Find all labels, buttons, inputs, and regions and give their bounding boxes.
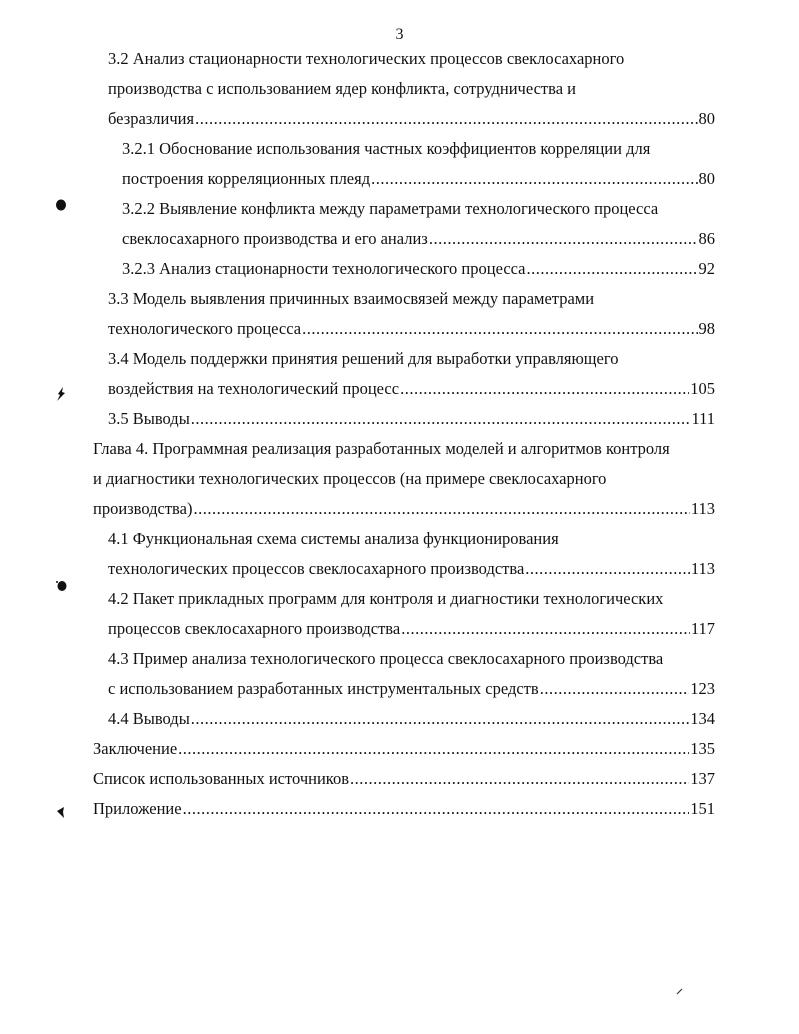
toc-entry-text-line: 3.2.2 Выявление конфликта между параметрами технологического процесса	[122, 199, 659, 218]
toc-entry-title: технологических процессов свеклосахарного производства	[108, 559, 525, 578]
toc-page-number: 113	[690, 499, 715, 518]
toc-page-number: 111	[691, 409, 715, 428]
dot-leader	[195, 104, 697, 134]
page-number: 3	[395, 26, 404, 43]
toc-entry-text-line: Глава 4. Программная реализация разработанных моделей и алгоритмов контроля	[93, 439, 670, 458]
toc-entry-appendix	[93, 794, 715, 824]
toc-page-number: 86	[698, 229, 715, 248]
toc-entry-chapter-4	[93, 434, 715, 524]
toc-page-number: 98	[698, 319, 715, 338]
toc-page-number: 113	[690, 559, 715, 578]
dot-leader	[191, 404, 691, 434]
toc-entry-text-line: 3.4 Модель поддержки принятия решений для выработки управляющего	[108, 349, 619, 368]
dot-leader	[527, 254, 698, 284]
toc-entry-title: Приложение	[93, 799, 182, 818]
toc-page-number: 105	[690, 379, 715, 398]
dot-leader	[183, 794, 690, 824]
toc-entry-4-1	[108, 524, 715, 584]
toc-entry-title: 3.2.3 Анализ стационарности технологического процесса	[122, 259, 526, 278]
dot-leader	[401, 614, 690, 644]
toc-page-number: 117	[690, 619, 715, 638]
toc-page-number: 123	[690, 679, 715, 698]
dot-leader	[191, 704, 689, 734]
toc-entry-title: технологического процесса	[108, 319, 302, 338]
dot-leader	[350, 764, 689, 794]
toc-entry-4-2	[108, 584, 715, 644]
toc-entry-title: воздействия на технологический процесс	[108, 379, 400, 398]
toc-entry-3-4	[108, 344, 715, 404]
toc-entry-text-line: 3.2 Анализ стационарности технологических процессов свеклосахарного	[108, 49, 625, 68]
toc-entry-text-line: 4.2 Пакет прикладных программ для контроля и диагностики технологических	[108, 589, 664, 608]
dot-leader	[525, 554, 690, 584]
toc-entry-title: 3.5 Выводы	[108, 409, 190, 428]
toc-entry-3-2-1	[122, 134, 715, 194]
dot-leader	[193, 494, 689, 524]
dot-leader	[302, 314, 697, 344]
toc-entry-title: построения корреляционных плеяд	[122, 169, 371, 188]
toc-entry-title: с использованием разработанных инструментальных средств	[108, 679, 539, 698]
toc-entry-conclusion	[93, 734, 715, 764]
dot-leader	[178, 734, 689, 764]
scan-speck-3	[54, 578, 68, 592]
toc-page-number: 137	[690, 769, 715, 788]
toc-entry-text-line: производства с использованием ядер конфликта, сотрудничества и	[108, 79, 576, 98]
toc-page-number: 134	[690, 709, 715, 728]
toc-entry-references	[93, 764, 715, 794]
toc-entry-title: Заключение	[93, 739, 178, 758]
toc-entry-4-4	[108, 704, 715, 734]
toc-entry-title: Список использованных источников	[93, 769, 349, 788]
toc-entry-title: свеклосахарного производства и его анализ	[122, 229, 428, 248]
toc-entry-3-3	[108, 284, 715, 344]
dot-leader	[371, 164, 697, 194]
toc-page-number: 135	[690, 739, 715, 758]
toc-page-number: 80	[698, 109, 715, 128]
scan-speck-4	[54, 805, 68, 819]
toc-page-number: 151	[690, 799, 715, 818]
toc-entry-3-2-3	[122, 254, 715, 284]
toc-entry-title: 4.4 Выводы	[108, 709, 190, 728]
toc-entry-title: производства)	[93, 499, 193, 518]
toc-entry-3-2-2	[122, 194, 715, 254]
toc-entry-title: процессов свеклосахарного производства	[108, 619, 401, 638]
scan-speck-2	[54, 386, 68, 402]
toc-entry-title: безразличия	[108, 109, 195, 128]
dot-leader	[429, 224, 698, 254]
toc-entry-3-2	[108, 44, 715, 134]
toc-entry-3-5	[108, 404, 715, 434]
dot-leader	[400, 374, 689, 404]
toc-entry-text-line: 3.3 Модель выявления причинных взаимосвязей между параметрами	[108, 289, 595, 308]
toc-entry-text-line: 4.3 Пример анализа технологического процесса свеклосахарного производства	[108, 649, 664, 668]
dot-leader	[540, 674, 690, 704]
toc-page-number: 80	[698, 169, 715, 188]
scan-speck-1	[54, 198, 68, 212]
toc-entry-text-line: и диагностики технологических процессов (на примере свеклосахарного	[93, 469, 607, 488]
scan-speck-5	[676, 987, 684, 995]
toc-entry-text-line: 4.1 Функциональная схема системы анализа функционирования	[108, 529, 559, 548]
toc-page-number: 92	[698, 259, 715, 278]
toc-entry-text-line: 3.2.1 Обоснование использования частных коэффициентов корреляции для	[122, 139, 651, 158]
toc-entry-4-3	[108, 644, 715, 704]
